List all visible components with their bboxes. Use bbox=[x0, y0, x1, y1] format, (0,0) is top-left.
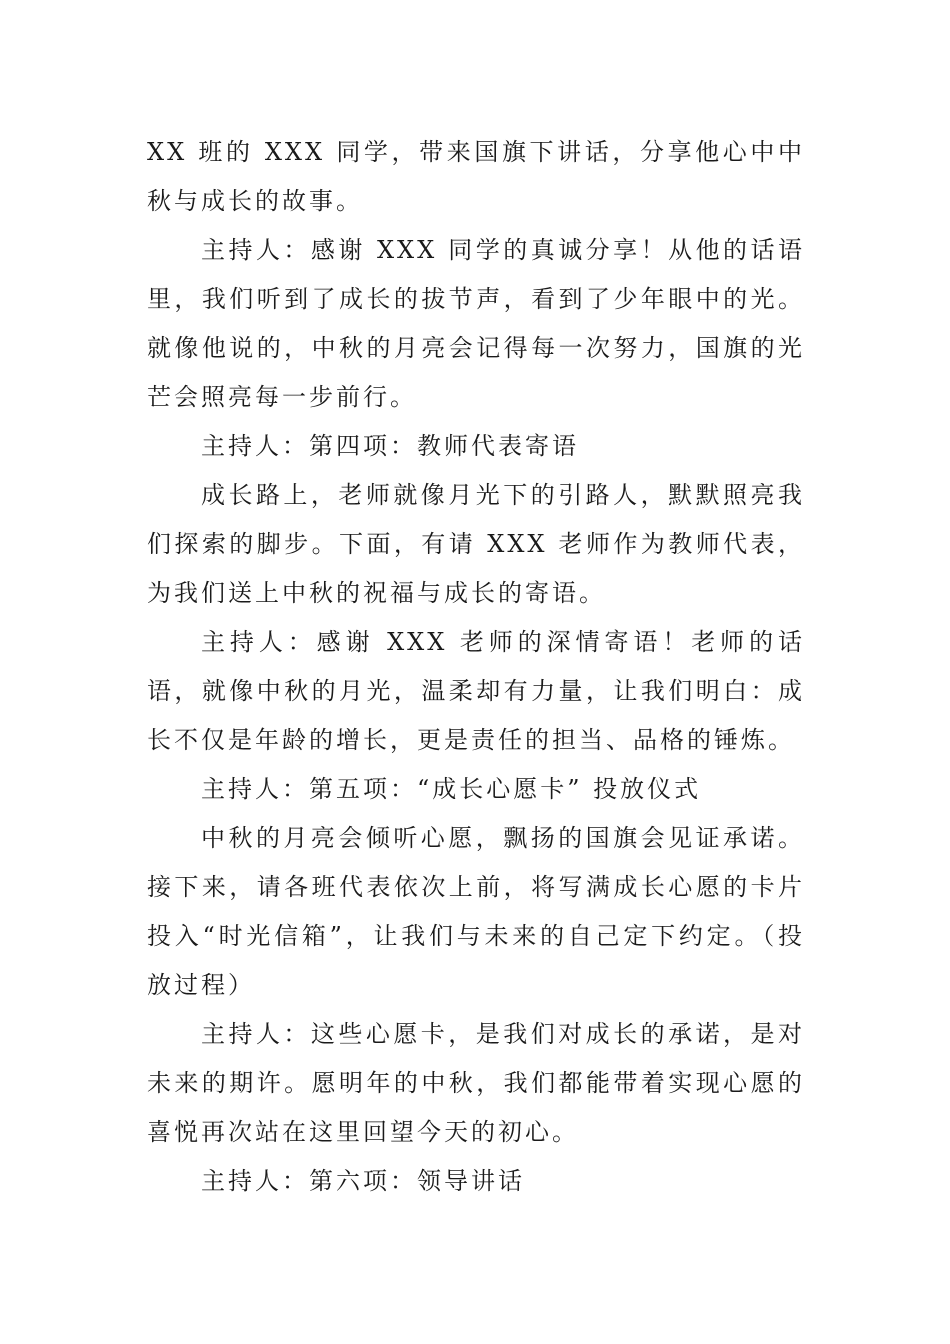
paragraph-1: XX 班的 XXX 同学，带来国旗下讲话，分享他心中中秋与成长的故事。 bbox=[147, 138, 805, 215]
paragraph-2: 主持人：感谢 XXX 同学的真诚分享！从他的话语里，我们听到了成长的拔节声，看到了少年眼中的光。就像他说的，中秋的月亮会记得每一次努力，国旗的光芒会照亮每一步前行。 bbox=[147, 236, 805, 411]
document-body bbox=[147, 128, 805, 1206]
paragraph-8: 主持人：这些心愿卡，是我们对成长的承诺，是对未来的期许。愿明年的中秋，我们都能带着实现心愿的喜悦再次站在这里回望今天的初心。 bbox=[147, 1020, 805, 1146]
paragraph-4: 成长路上，老师就像月光下的引路人，默默照亮我们探索的脚步。下面，有请 XXX 老师作为教师代表，为我们送上中秋的祝福与成长的寄语。 bbox=[147, 481, 805, 607]
paragraph-5: 主持人：感谢 XXX 老师的深情寄语！老师的话语，就像中秋的月光，温柔却有力量，让我们明白：成长不仅是年龄的增长，更是责任的担当、品格的锤炼。 bbox=[147, 628, 805, 754]
paragraph-3: 主持人：第四项：教师代表寄语 bbox=[201, 432, 579, 460]
paragraph-9: 主持人：第六项：领导讲话 bbox=[201, 1167, 525, 1195]
paragraph-6: 主持人：第五项：“成长心愿卡” 投放仪式 bbox=[201, 775, 702, 803]
paragraph-7: 中秋的月亮会倾听心愿，飘扬的国旗会见证承诺。接下来，请各班代表依次上前，将写满成长心愿的卡片投入“时光信箱”，让我们与未来的自己定下约定。（投放过程） bbox=[147, 824, 805, 999]
